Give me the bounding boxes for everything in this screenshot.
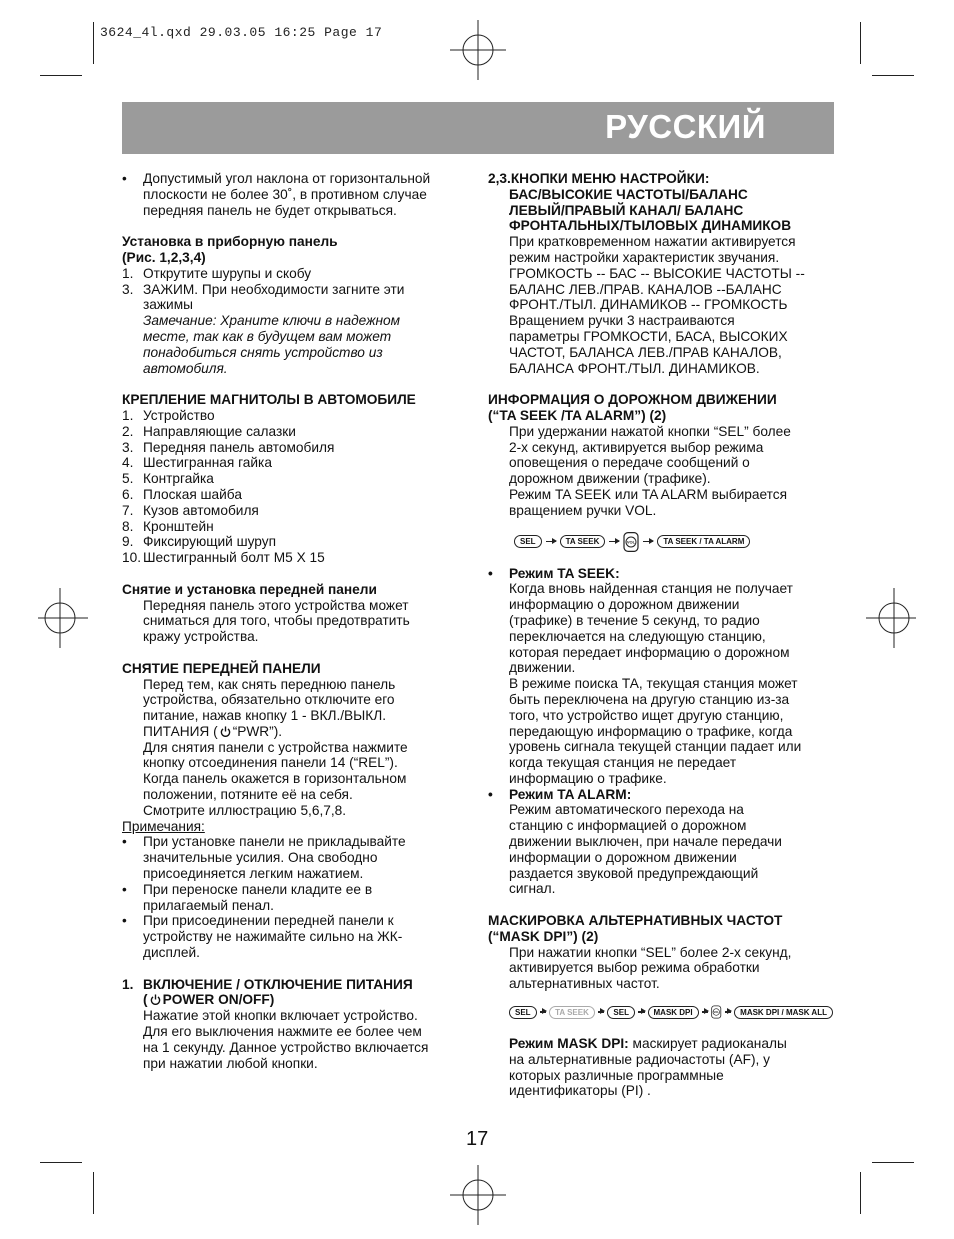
power-icon	[220, 726, 231, 737]
section-heading-cont	[488, 187, 833, 234]
crop-mark	[93, 22, 94, 64]
line: Режим TA SEEK или TA ALARM выбирается	[509, 486, 787, 502]
section-heading: (Рис. 1,2,3,4)	[122, 249, 206, 265]
bullet-icon: •	[122, 913, 127, 929]
list-item	[122, 282, 467, 314]
line: присоединяется легким нажатием.	[143, 866, 364, 882]
line: месте, так как в будущем вам может	[143, 328, 392, 344]
list-number: 3.	[122, 281, 134, 297]
bullet-label: Режим TA SEEK:	[509, 565, 620, 581]
arrow-right-icon	[540, 1011, 547, 1012]
bullet-item	[488, 787, 833, 898]
line: В режиме поиска ТА, текущая станция может	[509, 676, 798, 692]
line: устройства, обязательно отключите его	[143, 692, 395, 708]
paragraph	[488, 945, 833, 992]
arrow-right-icon	[702, 1011, 709, 1012]
line: кнопку отсоединения панели 14 (“REL”).	[143, 755, 398, 771]
section-heading: Снятие и установка передней панели	[122, 581, 377, 597]
line: на альтернативные радиочастоты (AF), у	[509, 1051, 770, 1067]
line: ЧАСТОТ, БАЛАНСА ЛЕВ./ПРАВ КАНАЛОВ,	[509, 344, 782, 360]
vol-knob-icon	[623, 532, 639, 552]
registration-mark-icon	[38, 588, 88, 648]
line: устройству не нажимайте сильно на ЖК-	[143, 929, 403, 945]
line: При установке панели не прикладывайте	[143, 834, 406, 850]
crop-mark	[40, 1162, 82, 1163]
section-heading: КРЕПЛЕНИЕ МАГНИТОЛЫ В АВТОМОБИЛЕ	[122, 392, 416, 408]
line: оповещения о передаче сообщений о	[509, 455, 750, 471]
vol-label: VOL	[713, 1011, 720, 1015]
list-text: Устройство	[143, 407, 215, 423]
section-heading: ИНФОРМАЦИЯ О ДОРОЖНОМ ДВИЖЕНИИ	[488, 392, 777, 408]
paragraph	[488, 234, 833, 376]
crop-mark	[860, 1172, 861, 1214]
line: переключается на следующую станцию,	[509, 628, 766, 644]
line: При кратковременном нажатии активируется	[509, 234, 796, 250]
list-item	[122, 471, 467, 487]
crop-mark	[40, 75, 82, 76]
line: Передняя панель этого устройства может	[143, 597, 409, 613]
line: При присоединении передней панели к	[143, 913, 394, 929]
list-number: 10.	[122, 550, 142, 566]
printer-slug: 3624_4l.qxd 29.03.05 16:25 Page 17	[100, 25, 383, 40]
list-number: 1.	[122, 976, 134, 992]
line: При удержании нажатой кнопки “SEL” более	[509, 423, 791, 439]
page-number: 17	[466, 1128, 489, 1150]
line-part: ПИТАНИЯ (	[143, 723, 218, 739]
line: дисплей.	[143, 945, 200, 961]
line: на 1 секунду. Данное устройство включается	[143, 1039, 429, 1055]
line: сигнал.	[509, 881, 556, 897]
list-item	[122, 455, 467, 471]
line: Открутите шурупы и скобу	[143, 265, 312, 281]
list-item	[122, 408, 467, 424]
line: раздается звуковой предупреждающий	[509, 865, 759, 881]
line: информацию о дорожном движении	[509, 597, 740, 613]
line: ВКЛЮЧЕНИЕ / ОТКЛЮЧЕНИЕ ПИТАНИЯ	[143, 976, 413, 992]
line	[509, 1036, 833, 1052]
arrow-right-icon	[598, 1011, 605, 1012]
mask-dpi-label: MASK DPI	[648, 1006, 699, 1019]
banner-title: РУССКИЙ	[605, 108, 766, 145]
list-text: Контргайка	[143, 471, 214, 487]
line: уровень сигнала текущей станции падает или	[509, 739, 802, 755]
language-banner	[122, 102, 834, 154]
line: Перед тем, как снять переднюю панель	[143, 676, 396, 692]
power-icon	[150, 994, 161, 1005]
line: кражу устройства.	[143, 629, 259, 645]
install-note	[122, 313, 467, 376]
line: активируется выбор режима обработки	[509, 960, 760, 976]
bullet-item	[122, 882, 467, 914]
line: зажимы	[143, 297, 193, 313]
line: БАС/ВЫСОКИЕ ЧАСТОТЫ/БАЛАНС	[509, 186, 748, 202]
bullet-item	[122, 171, 467, 218]
line: понадобиться снять устройство из	[143, 344, 383, 360]
line: ФРОНТ./ТЫЛ. ДИНАМИКОВ -- ГРОМКОСТЬ	[509, 297, 788, 313]
line-part: маскирует радиоканалы	[628, 1036, 787, 1052]
list-number: 9.	[122, 534, 134, 550]
paragraph	[122, 598, 467, 645]
line: дорожном движении (трафике).	[509, 471, 711, 487]
line: Вращением ручки 3 настраиваются	[509, 313, 735, 329]
list-number: 7.	[122, 502, 134, 518]
line: прилагаемый пенал.	[143, 897, 274, 913]
line: альтернативных частот.	[509, 976, 660, 992]
list-item	[122, 266, 467, 282]
line: значительные усилия. Она свободно	[143, 850, 378, 866]
bullet-icon: •	[488, 565, 493, 581]
line: Режим автоматического перехода на	[509, 802, 744, 818]
sel-button-label: SEL	[607, 1006, 635, 1019]
line-part: (	[143, 992, 148, 1008]
section-heading: Установка в приборную панель	[122, 234, 338, 250]
mask-sequence-diagram	[509, 1002, 833, 1022]
list-text: Фиксирующий шуруп	[143, 534, 276, 550]
paragraph	[122, 677, 467, 819]
sel-button-label: SEL	[509, 1006, 537, 1019]
line: идентификаторы (PI) .	[509, 1083, 651, 1099]
list-item	[122, 440, 467, 456]
line: ФРОНТАЛЬНЫХ/ТЫЛОВЫХ ДИНАМИКОВ	[509, 218, 792, 234]
ta-sequence-diagram	[514, 532, 833, 552]
line: которых различные программные	[509, 1067, 724, 1083]
line: вращением ручки VOL.	[509, 502, 657, 518]
list-number: 3.	[122, 439, 134, 455]
list-item	[122, 519, 467, 535]
list-number: 2.	[122, 423, 134, 439]
list-item	[122, 503, 467, 519]
line	[143, 724, 467, 740]
list-item	[122, 534, 467, 550]
arrow-right-icon	[643, 541, 653, 542]
line: передняя панель не будет открываться.	[143, 202, 397, 218]
line: Для его выключения нажмите ее более чем	[143, 1024, 422, 1040]
line: При переноске панели кладите ее в	[143, 881, 373, 897]
line: при нажатии любой кнопки.	[143, 1055, 318, 1071]
section-heading: (“MASK DPI”) (2)	[488, 928, 599, 944]
bullet-icon: •	[122, 881, 127, 897]
line-part: “PWR”).	[232, 723, 283, 739]
list-text: Шестигранная гайка	[143, 455, 272, 471]
line: информацию о трафике.	[509, 770, 667, 786]
line-part: POWER ON/OFF)	[162, 992, 275, 1008]
line: плоскости не более 30˚, в противном случае	[143, 186, 427, 202]
list-text: Направляющие салазки	[143, 423, 296, 439]
line: параметры ГРОМКОСТИ, БАСА, ВЫСОКИХ	[509, 328, 788, 344]
line	[143, 992, 467, 1008]
list-text: Плоская шайба	[143, 486, 242, 502]
registration-mark-icon	[450, 20, 506, 80]
bullet-item	[488, 566, 833, 787]
mask-result-label: MASK DPI / MASK ALL	[734, 1006, 833, 1019]
line: движении выключен, при начале передачи	[509, 834, 782, 850]
line: ЗАЖИМ. При необходимости загните эти	[143, 281, 405, 297]
line: Нажатие этой кнопки включает устройство.	[143, 1008, 418, 1024]
line: Допустимый угол наклона от горизонтальной	[143, 171, 431, 186]
line: станцию с информацией о дорожном	[509, 818, 747, 834]
right-column	[488, 171, 833, 1099]
line: (трафике) в течение 5 секунд, то радио	[509, 612, 760, 628]
bullet-icon: •	[122, 171, 127, 186]
list-item	[122, 424, 467, 440]
line: движении.	[509, 660, 576, 676]
mount-list	[122, 408, 467, 566]
list-number: 5.	[122, 471, 134, 487]
paragraph	[488, 1036, 833, 1099]
bullet-item	[122, 913, 467, 960]
paragraph	[122, 1008, 467, 1071]
line: БАЛАНС ЛЕВ./ПРАВ. КАНАЛОВ --БАЛАНС	[509, 281, 782, 297]
line: положении, потяните её на себя.	[143, 787, 353, 803]
line: Когда вновь найденная станция не получает	[509, 581, 793, 597]
line: передающую информацию о трафике, когда	[509, 723, 793, 739]
list-item	[122, 487, 467, 503]
bullet-icon: •	[122, 834, 127, 850]
list-text: Кронштейн	[143, 518, 214, 534]
list-text: Шестигранный болт М5 Х 15	[143, 550, 325, 566]
power-heading	[122, 977, 467, 1009]
line: При нажатии кнопки “SEL” более 2-х секунд,	[509, 944, 792, 960]
vol-knob-icon	[711, 1002, 721, 1022]
arrow-right-icon	[638, 1011, 645, 1012]
arrow-right-icon	[546, 541, 556, 542]
line: которая передает информацию о дорожном	[509, 644, 790, 660]
line: сниматься для того, чтобы предотвратить	[143, 613, 410, 629]
bullet-icon: •	[488, 786, 493, 802]
ta-seek-label: TA SEEK	[549, 1006, 595, 1019]
section-heading: СНЯТИЕ ПЕРЕДНЕЙ ПАНЕЛИ	[122, 660, 321, 676]
list-number: 1.	[122, 407, 134, 423]
line: Замечание: Храните ключи в надежном	[143, 313, 401, 329]
crop-mark	[860, 22, 861, 64]
line: режим настройки характеристик звучания.	[509, 249, 780, 265]
line: ГРОМКОСТЬ -- БАС -- ВЫСОКИЕ ЧАСТОТЫ --	[509, 265, 805, 281]
line: ЛЕВЫЙ/ПРАВЫЙ КАНАЛ/ БАЛАНС	[509, 202, 744, 218]
ta-result-label: TA SEEK / TA ALARM	[657, 535, 750, 548]
crop-mark	[872, 75, 914, 76]
line: Когда панель окажется в горизонтальном	[143, 771, 407, 787]
registration-mark-icon	[866, 588, 916, 648]
list-text: Передняя панель автомобиля	[143, 439, 335, 455]
sel-button-label: SEL	[514, 535, 542, 548]
line: когда текущая станция не передает	[509, 755, 737, 771]
list-number: 4.	[122, 455, 134, 471]
list-number: 8.	[122, 518, 134, 534]
section-heading: (“TA SEEK /TA ALARM”) (2)	[488, 407, 667, 423]
ta-seek-label: TA SEEK	[560, 535, 606, 548]
arrow-right-icon	[609, 541, 619, 542]
arrow-right-icon	[725, 1011, 732, 1012]
list-number: 6.	[122, 486, 134, 502]
line: быть переключена на другую станцию из-за	[509, 691, 790, 707]
line: Для снятия панели с устройства нажмите	[143, 739, 408, 755]
line: питание, нажав кнопку 1 - ВКЛ./ВЫКЛ.	[143, 708, 387, 724]
crop-mark	[872, 1162, 914, 1163]
line: автомобиля.	[143, 360, 228, 376]
line: 2-х секунд, активируется выбор режима	[509, 439, 764, 455]
notes-label: Примечания:	[122, 818, 205, 834]
paragraph	[488, 424, 833, 519]
list-number: 1.	[122, 265, 134, 281]
bullet-label: Режим TA ALARM:	[509, 786, 632, 802]
registration-mark-icon	[450, 1165, 506, 1225]
line: информации о дорожном движении	[509, 849, 737, 865]
mode-label: Режим MASK DPI:	[509, 1036, 629, 1052]
list-item	[122, 550, 467, 566]
line: БАЛАНСА ФРОНТ./ТЫЛ. ДИНАМИКОВ.	[509, 360, 760, 376]
left-column	[122, 171, 467, 1071]
line: Смотрите иллюстрацию 5,6,7,8.	[143, 802, 347, 818]
crop-mark	[93, 1172, 94, 1214]
list-text: Кузов автомобиля	[143, 502, 259, 518]
section-heading: 2,3.КНОПКИ МЕНЮ НАСТРОЙКИ:	[488, 171, 710, 186]
line: того, что устройство ищет другую станцию,	[509, 707, 784, 723]
bullet-item	[122, 834, 467, 881]
vol-label: VOL	[627, 539, 636, 545]
section-heading: МАСКИРОВКА АЛЬТЕРНАТИВНЫХ ЧАСТОТ	[488, 913, 783, 929]
